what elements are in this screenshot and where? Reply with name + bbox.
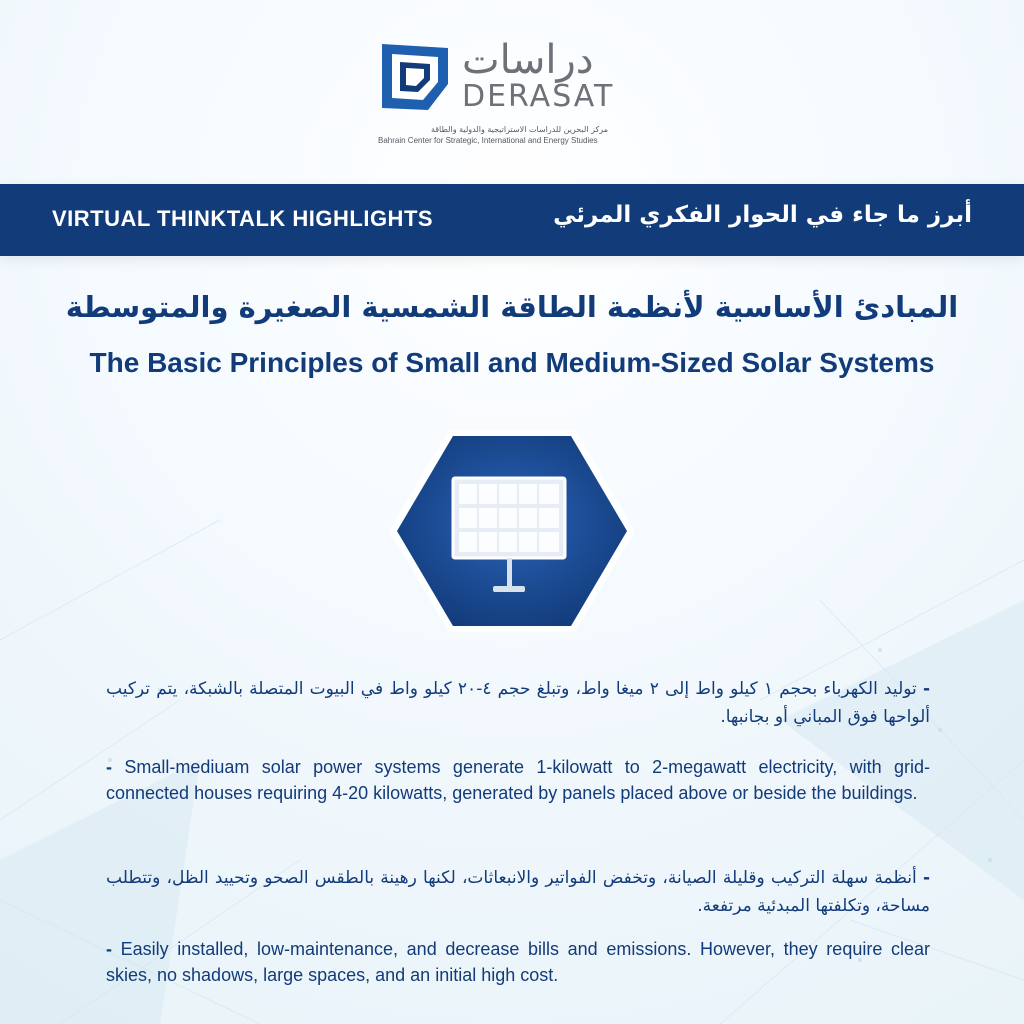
banner-english-text: VIRTUAL THINKTALK HIGHLIGHTS bbox=[52, 206, 434, 231]
paragraph-2-english bbox=[106, 755, 930, 807]
solar-panel-icon bbox=[387, 426, 637, 636]
paragraph-text: Small-mediuam solar power systems generate 1-kilowatt to 2-megawatt electricity, with grid-connected houses requiring 4-20 kilowatts, generated by panels placed above or beside the buildings. bbox=[106, 757, 930, 803]
derasat-logo-icon bbox=[378, 38, 454, 114]
paragraph-text: توليد الكهرباء بحجم ١ كيلو واط إلى ٢ ميغا واط، وتبلغ حجم ٤-٢٠ كيلو واط في البيوت المتصلة بالشبكة، يتم تركيب ألواحها فوق المباني أو بجانبها. bbox=[106, 679, 930, 727]
highlights-banner bbox=[0, 184, 1024, 256]
page-title-english: The Basic Principles of Small and Medium-Sized Solar Systems bbox=[89, 347, 935, 378]
bullet-dash: - bbox=[106, 939, 112, 959]
bullet-dash: - bbox=[922, 679, 931, 699]
paragraph-text: أنظمة سهلة التركيب وقليلة الصيانة، وتخفض الفواتير والانبعاثات، لكنها رهينة بالطقس الصحو وتحييد الظل، وتتطلب مساحة، وتكلفتها المبدئية مرتفعة. bbox=[106, 868, 930, 916]
paragraph-3-arabic bbox=[106, 865, 930, 920]
logo-subtitle-arabic: مركز البحرين للدراسات الاستراتيجية والدولية والطاقة bbox=[430, 125, 608, 134]
paragraph-4-english bbox=[106, 937, 930, 989]
logo-english-name: DERASAT bbox=[462, 79, 615, 114]
banner-arabic-text: أبرز ما جاء في الحوار الفكري المرئي bbox=[553, 202, 972, 228]
logo-arabic-name: دراسات bbox=[462, 37, 594, 83]
paragraph-text: Easily installed, low-maintenance, and decrease bills and emissions. However, they require clear skies, no shadows, large spaces, and an initial high cost. bbox=[106, 939, 930, 985]
bullet-dash: - bbox=[922, 868, 931, 888]
bullet-dash: - bbox=[106, 757, 112, 777]
header-logo-area bbox=[0, 0, 1024, 185]
paragraph-1-arabic bbox=[106, 676, 930, 731]
logo-subtitle-english: Bahrain Center for Strategic, International and Energy Studies bbox=[378, 136, 598, 145]
page-title-arabic: المبادئ الأساسية لأنظمة الطاقة الشمسية الصغيرة والمتوسطة bbox=[65, 290, 959, 324]
